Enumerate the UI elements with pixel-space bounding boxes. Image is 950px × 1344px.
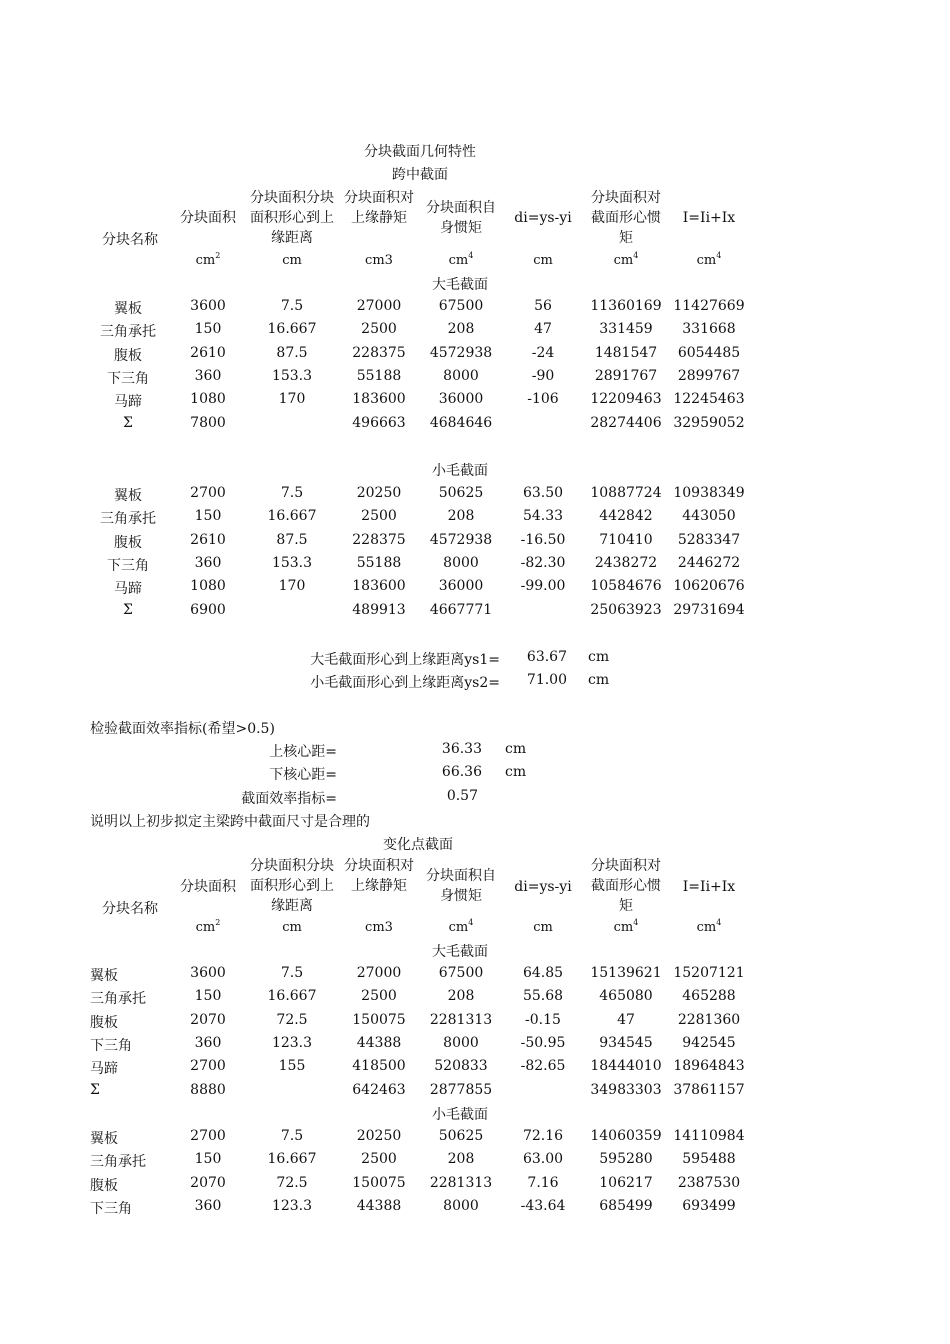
cell-di: -43.64 [520, 1197, 566, 1214]
cell-centroid-dist: 16.667 [267, 988, 317, 1005]
unit-area: $cm^2$ [195, 251, 221, 268]
cell-total-inertia: 14110984 [673, 1128, 745, 1144]
cell-total-inertia: 12245463 [673, 391, 745, 408]
cell-centroid-dist: 155 [278, 1058, 306, 1075]
cell-centroid-dist: 123.3 [271, 1034, 313, 1051]
cell-self-inertia: 8000 [443, 554, 479, 571]
lower-core-label: 下核心距= [269, 767, 337, 783]
header-di: di=ys-yi [514, 210, 572, 226]
cell-centroid-dist: 87.5 [276, 344, 308, 361]
cell-area: 2070 [190, 1011, 226, 1028]
cell-di: 56 [534, 298, 552, 314]
cell-area: 360 [194, 1197, 222, 1214]
ys1-label: 大毛截面形心到上缘距离ys1= [310, 652, 500, 668]
cell-part-name: 马蹄 [114, 581, 142, 598]
check-title: 检验截面效率指标(希望>0.5) [90, 721, 275, 737]
cell-total-inertia: 2387530 [677, 1174, 741, 1191]
cell-self-inertia: 4572938 [429, 531, 493, 548]
cell-static-moment: 150075 [352, 1011, 406, 1028]
cell-total-inertia: 29731694 [673, 601, 745, 618]
lower-core-unit: cm [505, 764, 527, 780]
cell-part-name: Σ [123, 601, 133, 618]
cell-total-inertia: 18964843 [673, 1058, 745, 1075]
cell-self-inertia: 8000 [443, 1034, 479, 1051]
cell-static-moment: 2500 [361, 321, 397, 338]
cell-area: 360 [194, 554, 222, 571]
cell-total-inertia: 15207121 [673, 965, 745, 981]
cell-part-name: 腹板 [114, 347, 142, 364]
upper-core-value: 36.33 [441, 741, 482, 757]
header-static: 分块面积对上缘静矩 [344, 190, 414, 226]
t2-small-label: 小毛截面 [432, 1107, 488, 1123]
cell-self-inertia: 2281313 [429, 1174, 493, 1191]
unit-I: $cm^4$ [696, 251, 722, 268]
cell-di: 55.68 [522, 988, 564, 1005]
unit-di: cm [533, 920, 553, 935]
cell-total-inertia: 443050 [682, 508, 736, 525]
cell-centroid-inertia: 25063923 [590, 601, 662, 618]
cell-centroid-dist: 170 [278, 578, 306, 595]
cell-centroid-dist: 87.5 [276, 531, 308, 548]
cell-part-name: Σ [90, 1081, 100, 1098]
cell-self-inertia: 4684646 [429, 414, 493, 431]
cell-centroid-dist: 16.667 [267, 1151, 317, 1168]
cell-self-inertia: 50625 [438, 485, 484, 501]
conclusion-text: 说明以上初步拟定主梁跨中截面尺寸是合理的 [90, 814, 370, 830]
cell-part-name: 腹板 [90, 1014, 118, 1031]
cell-self-inertia: 520833 [434, 1058, 488, 1075]
cell-part-name: 翼板 [114, 301, 142, 317]
cell-static-moment: 55188 [356, 554, 402, 571]
cell-static-moment: 2500 [361, 1151, 397, 1168]
cell-area: 2700 [190, 1128, 226, 1144]
unit-inertia-centroid: $cm^4$ [613, 918, 639, 935]
unit-static: cm3 [365, 920, 393, 935]
cell-area: 2610 [190, 531, 226, 548]
cell-di: 63.00 [522, 1151, 564, 1168]
cell-centroid-inertia: 18444010 [590, 1058, 662, 1075]
cell-total-inertia: 942545 [682, 1034, 736, 1051]
cell-centroid-inertia: 47 [617, 1011, 635, 1028]
cell-area: 2700 [190, 485, 226, 501]
cell-self-inertia: 208 [447, 321, 475, 338]
cell-self-inertia: 208 [447, 508, 475, 525]
header-inertia-centroid: 分块面积对截面形心惯矩 [591, 190, 661, 246]
cell-di: -106 [527, 391, 559, 408]
cell-static-moment: 496663 [352, 414, 406, 431]
cell-static-moment: 183600 [352, 578, 406, 595]
header-name: 分块名称 [102, 901, 158, 917]
cell-area: 150 [194, 508, 222, 525]
cell-centroid-inertia: 11360169 [590, 298, 662, 314]
cell-self-inertia: 8000 [443, 1197, 479, 1214]
cell-area: 150 [194, 988, 222, 1005]
cell-di: -50.95 [520, 1034, 566, 1051]
cell-centroid-inertia: 106217 [599, 1174, 653, 1191]
unit-inertia-centroid: $cm^4$ [613, 251, 639, 268]
t1-small-label: 小毛截面 [432, 463, 488, 479]
cell-total-inertia: 331668 [682, 321, 736, 338]
cell-area: 2700 [190, 1058, 226, 1075]
unit-I: $cm^4$ [696, 918, 722, 935]
cell-area: 3600 [190, 965, 226, 981]
unit-static: cm3 [365, 253, 393, 268]
cell-area: 8880 [190, 1081, 226, 1098]
cell-centroid-dist: 16.667 [267, 508, 317, 525]
header-I: I=Ii+Ix [682, 210, 736, 226]
cell-total-inertia: 2899767 [677, 367, 741, 384]
cell-part-name: Σ [123, 414, 133, 431]
header-inertia: 分块面积自身惯矩 [426, 200, 496, 236]
cell-part-name: 翼板 [90, 1131, 118, 1147]
cell-centroid-inertia: 12209463 [590, 391, 662, 408]
cell-di: -99.00 [520, 578, 566, 595]
cell-area: 1080 [190, 578, 226, 595]
cell-total-inertia: 595488 [682, 1151, 736, 1168]
cell-self-inertia: 208 [447, 988, 475, 1005]
cell-total-inertia: 32959052 [673, 414, 745, 431]
cell-static-moment: 27000 [356, 298, 402, 314]
cell-centroid-inertia: 934545 [599, 1034, 653, 1051]
cell-centroid-inertia: 28274406 [590, 414, 662, 431]
cell-self-inertia: 8000 [443, 367, 479, 384]
cell-total-inertia: 6054485 [677, 344, 741, 361]
header-inertia-centroid: 分块面积对截面形心惯矩 [591, 858, 661, 914]
cell-centroid-dist: 123.3 [271, 1197, 313, 1214]
cell-static-moment: 642463 [352, 1081, 406, 1098]
cell-centroid-dist: 7.5 [280, 1128, 304, 1144]
cell-centroid-inertia: 1481547 [594, 344, 658, 361]
cell-centroid-dist: 153.3 [271, 367, 313, 384]
cell-centroid-inertia: 14060359 [590, 1128, 662, 1144]
cell-di: -0.15 [525, 1011, 561, 1028]
cell-part-name: 三角承托 [100, 511, 156, 528]
cell-centroid-dist: 170 [278, 391, 306, 408]
cell-centroid-dist: 72.5 [276, 1011, 308, 1028]
header-I: I=Ii+Ix [682, 879, 736, 895]
header-area: 分块面积 [180, 210, 236, 226]
cell-area: 3600 [190, 298, 226, 314]
cell-total-inertia: 465288 [682, 988, 736, 1005]
cell-di: 54.33 [522, 508, 564, 525]
cell-centroid-dist: 7.5 [280, 965, 304, 981]
cell-self-inertia: 4667771 [429, 601, 493, 618]
t1-big-label: 大毛截面 [432, 277, 488, 293]
cell-di: -90 [531, 367, 555, 384]
cell-centroid-inertia: 331459 [599, 321, 653, 338]
cell-part-name: 腹板 [114, 534, 142, 551]
cell-di: 64.85 [522, 965, 564, 981]
cell-part-name: 马蹄 [114, 394, 142, 411]
cell-static-moment: 228375 [352, 344, 406, 361]
cell-self-inertia: 208 [447, 1151, 475, 1168]
cell-self-inertia: 2877855 [429, 1081, 493, 1098]
unit-di: cm [533, 253, 553, 268]
header-area: 分块面积 [180, 879, 236, 895]
cell-part-name: 三角承托 [100, 324, 156, 341]
lower-core-value: 66.36 [441, 764, 482, 780]
cell-centroid-inertia: 465080 [599, 988, 653, 1005]
section1-title: 跨中截面 [392, 167, 448, 183]
cell-area: 360 [194, 1034, 222, 1051]
cell-part-name: 三角承托 [90, 1154, 146, 1171]
cell-total-inertia: 2446272 [677, 554, 741, 571]
cell-di: -24 [531, 344, 555, 361]
cell-static-moment: 44388 [356, 1034, 402, 1051]
section2-title: 变化点截面 [383, 837, 453, 853]
cell-centroid-inertia: 595280 [599, 1151, 653, 1168]
cell-di: 7.16 [527, 1174, 559, 1191]
cell-part-name: 下三角 [90, 1200, 132, 1217]
cell-self-inertia: 36000 [438, 578, 484, 595]
cell-centroid-dist: 72.5 [276, 1174, 308, 1191]
cell-area: 360 [194, 367, 222, 384]
ys1-unit: cm [588, 649, 610, 665]
cell-part-name: 下三角 [90, 1037, 132, 1054]
cell-total-inertia: 11427669 [673, 298, 745, 314]
cell-centroid-inertia: 685499 [599, 1197, 653, 1214]
cell-di: 63.50 [522, 485, 564, 501]
cell-part-name: 下三角 [107, 557, 149, 574]
unit-inertia: $cm^4$ [448, 251, 474, 268]
t2-big-label: 大毛截面 [432, 944, 488, 960]
upper-core-unit: cm [505, 741, 527, 757]
cell-static-moment: 183600 [352, 391, 406, 408]
cell-area: 2610 [190, 344, 226, 361]
cell-centroid-dist: 153.3 [271, 554, 313, 571]
cell-self-inertia: 50625 [438, 1128, 484, 1144]
cell-di: -16.50 [520, 531, 566, 548]
cell-centroid-dist: 7.5 [280, 298, 304, 314]
cell-total-inertia: 10938349 [673, 485, 745, 501]
cell-di: 72.16 [522, 1128, 564, 1144]
cell-static-moment: 44388 [356, 1197, 402, 1214]
cell-centroid-inertia: 2438272 [594, 554, 658, 571]
header-inertia: 分块面积自身惯矩 [426, 868, 496, 904]
cell-self-inertia: 36000 [438, 391, 484, 408]
cell-static-moment: 27000 [356, 965, 402, 981]
cell-total-inertia: 693499 [682, 1197, 736, 1214]
cell-centroid-inertia: 442842 [599, 508, 653, 525]
unit-inertia: $cm^4$ [448, 918, 474, 935]
cell-static-moment: 150075 [352, 1174, 406, 1191]
cell-di: -82.30 [520, 554, 566, 571]
cell-self-inertia: 4572938 [429, 344, 493, 361]
cell-centroid-inertia: 710410 [599, 531, 653, 548]
upper-core-label: 上核心距= [269, 744, 337, 760]
efficiency-value: 0.57 [446, 788, 478, 804]
header-static: 分块面积对上缘静矩 [344, 858, 414, 894]
cell-part-name: 三角承托 [90, 991, 146, 1008]
cell-area: 1080 [190, 391, 226, 408]
cell-static-moment: 228375 [352, 531, 406, 548]
cell-area: 7800 [190, 414, 226, 431]
cell-area: 150 [194, 321, 222, 338]
cell-total-inertia: 5283347 [677, 531, 741, 548]
cell-di: -82.65 [520, 1058, 566, 1075]
header-dist: 分块面积分块面积形心到上缘距离 [250, 858, 334, 914]
unit-dist: cm [282, 253, 302, 268]
cell-self-inertia: 67500 [438, 965, 484, 981]
ys2-unit: cm [588, 672, 610, 688]
cell-area: 150 [194, 1151, 222, 1168]
cell-centroid-inertia: 10584676 [590, 578, 662, 595]
cell-part-name: 翼板 [90, 968, 118, 984]
cell-static-moment: 489913 [352, 601, 406, 618]
cell-static-moment: 55188 [356, 367, 402, 384]
cell-di: 47 [534, 321, 552, 338]
cell-centroid-dist: 7.5 [280, 485, 304, 501]
header-name: 分块名称 [102, 232, 158, 248]
document-title: 分块截面几何特性 [364, 144, 476, 160]
cell-centroid-dist: 16.667 [267, 321, 317, 338]
cell-area: 6900 [190, 601, 226, 618]
cell-centroid-inertia: 10887724 [590, 485, 662, 501]
efficiency-label: 截面效率指标= [241, 791, 337, 807]
cell-self-inertia: 2281313 [429, 1011, 493, 1028]
cell-centroid-inertia: 15139621 [590, 965, 662, 981]
cell-static-moment: 20250 [356, 1128, 402, 1144]
cell-part-name: 下三角 [107, 370, 149, 387]
cell-centroid-inertia: 2891767 [594, 367, 658, 384]
cell-part-name: 腹板 [90, 1177, 118, 1194]
ys2-label: 小毛截面形心到上缘距离ys2= [310, 675, 500, 691]
cell-total-inertia: 37861157 [673, 1081, 745, 1098]
cell-area: 2070 [190, 1174, 226, 1191]
header-di: di=ys-yi [514, 879, 572, 895]
ys2-value: 71.00 [526, 672, 567, 688]
cell-static-moment: 2500 [361, 988, 397, 1005]
cell-total-inertia: 2281360 [677, 1011, 741, 1028]
cell-part-name: 翼板 [114, 488, 142, 504]
cell-static-moment: 418500 [352, 1058, 406, 1075]
cell-self-inertia: 67500 [438, 298, 484, 314]
cell-static-moment: 2500 [361, 508, 397, 525]
ys1-value: 63.67 [526, 649, 567, 665]
unit-area: $cm^2$ [195, 918, 221, 935]
cell-static-moment: 20250 [356, 485, 402, 501]
header-dist: 分块面积分块面积形心到上缘距离 [250, 190, 334, 246]
cell-centroid-inertia: 34983303 [590, 1081, 662, 1098]
cell-total-inertia: 10620676 [673, 578, 745, 595]
cell-part-name: 马蹄 [90, 1061, 118, 1078]
unit-dist: cm [282, 920, 302, 935]
